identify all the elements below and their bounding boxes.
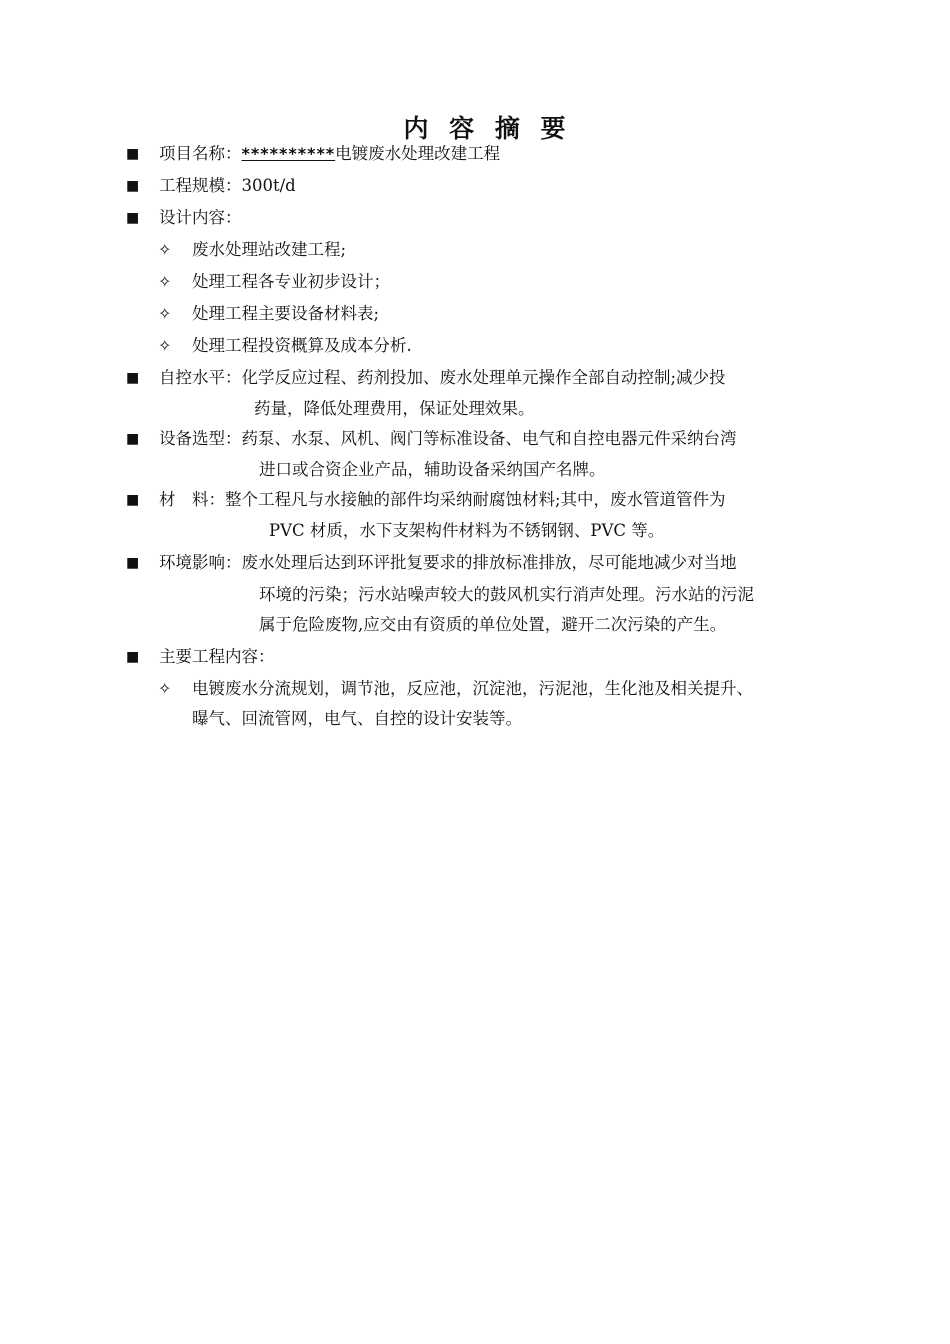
- sub-bullet-diamond-icon: ✧: [158, 679, 172, 698]
- bullet-square-icon: ■: [126, 210, 140, 226]
- environment-text-line2: 环境的污染；污水站噪声较大的鼓风机实行消声处理。污水站的污泥: [259, 585, 754, 604]
- automation-text-line2: 药量，降低处理费用，保证处理效果。: [254, 399, 535, 418]
- project-name-masked: **********: [241, 144, 336, 163]
- bullet-square-icon: ■: [126, 146, 140, 162]
- design-sub-item: 处理工程投资概算及成本分析.: [192, 336, 412, 355]
- automation-label: 自控水平：: [159, 368, 242, 387]
- materials-row: [159, 489, 726, 511]
- automation-row: [159, 367, 726, 389]
- bullet-square-icon: ■: [126, 370, 140, 386]
- equipment-label: 设备选型：: [159, 429, 242, 448]
- equipment-row: [159, 428, 737, 450]
- environment-text-line3: 属于危险废物,应交由有资质的单位处置，避开二次污染的产生。: [259, 615, 727, 634]
- bullet-square-icon: ■: [126, 178, 140, 194]
- bullet-square-icon: ■: [126, 492, 140, 508]
- bullet-square-icon: ■: [126, 555, 140, 571]
- automation-text-line1: 化学反应过程、药剂投加、废水处理单元操作全部自动控制;减少投: [241, 368, 726, 387]
- bullet-square-icon: ■: [126, 649, 140, 665]
- materials-text-line2: PVC 材质，水下支架构件材料为不锈钢钢、PVC 等。: [269, 521, 665, 540]
- bullet-square-icon: ■: [126, 431, 140, 447]
- sub-bullet-diamond-icon: ✧: [158, 240, 172, 259]
- design-sub-item: 处理工程主要设备材料表;: [192, 304, 380, 323]
- materials-text-line1: 整个工程凡与水接触的部件均采纳耐腐蚀材料;其中，废水管道管件为: [225, 490, 726, 509]
- environment-label: 环境影响：: [159, 553, 242, 572]
- environment-row: [159, 552, 737, 574]
- equipment-text-line1: 药泵、水泵、风机、阀门等标准设备、电气和自控电器元件采纳台湾: [241, 429, 737, 448]
- scale-row: [159, 175, 296, 197]
- environment-text-line1: 废水处理后达到环评批复要求的排放标准排放，尽可能地减少对当地: [241, 553, 737, 572]
- scale-value: 300t/d: [241, 176, 296, 195]
- design-sub-item: 废水处理站改建工程;: [192, 240, 347, 259]
- materials-label: 材 料：: [159, 490, 225, 509]
- main-works-label: 主要工程内容：: [159, 647, 275, 666]
- design-label: 设计内容：: [159, 208, 242, 227]
- scale-label: 工程规模：: [159, 176, 242, 195]
- main-works-text-line2: 曝气、回流管网，电气、自控的设计安装等。: [192, 709, 522, 728]
- project-name-row: [159, 143, 500, 165]
- document-title: 内 容 摘 要: [403, 114, 572, 143]
- main-works-text-line1: 电镀废水分流规划，调节池，反应池，沉淀池，污泥池，生化池及相关提升、: [192, 679, 753, 698]
- equipment-text-line2: 进口或合资企业产品，辅助设备采纳国产名牌。: [259, 460, 606, 479]
- sub-bullet-diamond-icon: ✧: [158, 304, 172, 323]
- sub-bullet-diamond-icon: ✧: [158, 272, 172, 291]
- design-sub-item: 处理工程各专业初步设计；: [192, 272, 390, 291]
- sub-bullet-diamond-icon: ✧: [158, 336, 172, 355]
- project-name-value: 电镀废水处理改建工程: [335, 144, 501, 163]
- project-name-label: 项目名称：: [159, 144, 242, 163]
